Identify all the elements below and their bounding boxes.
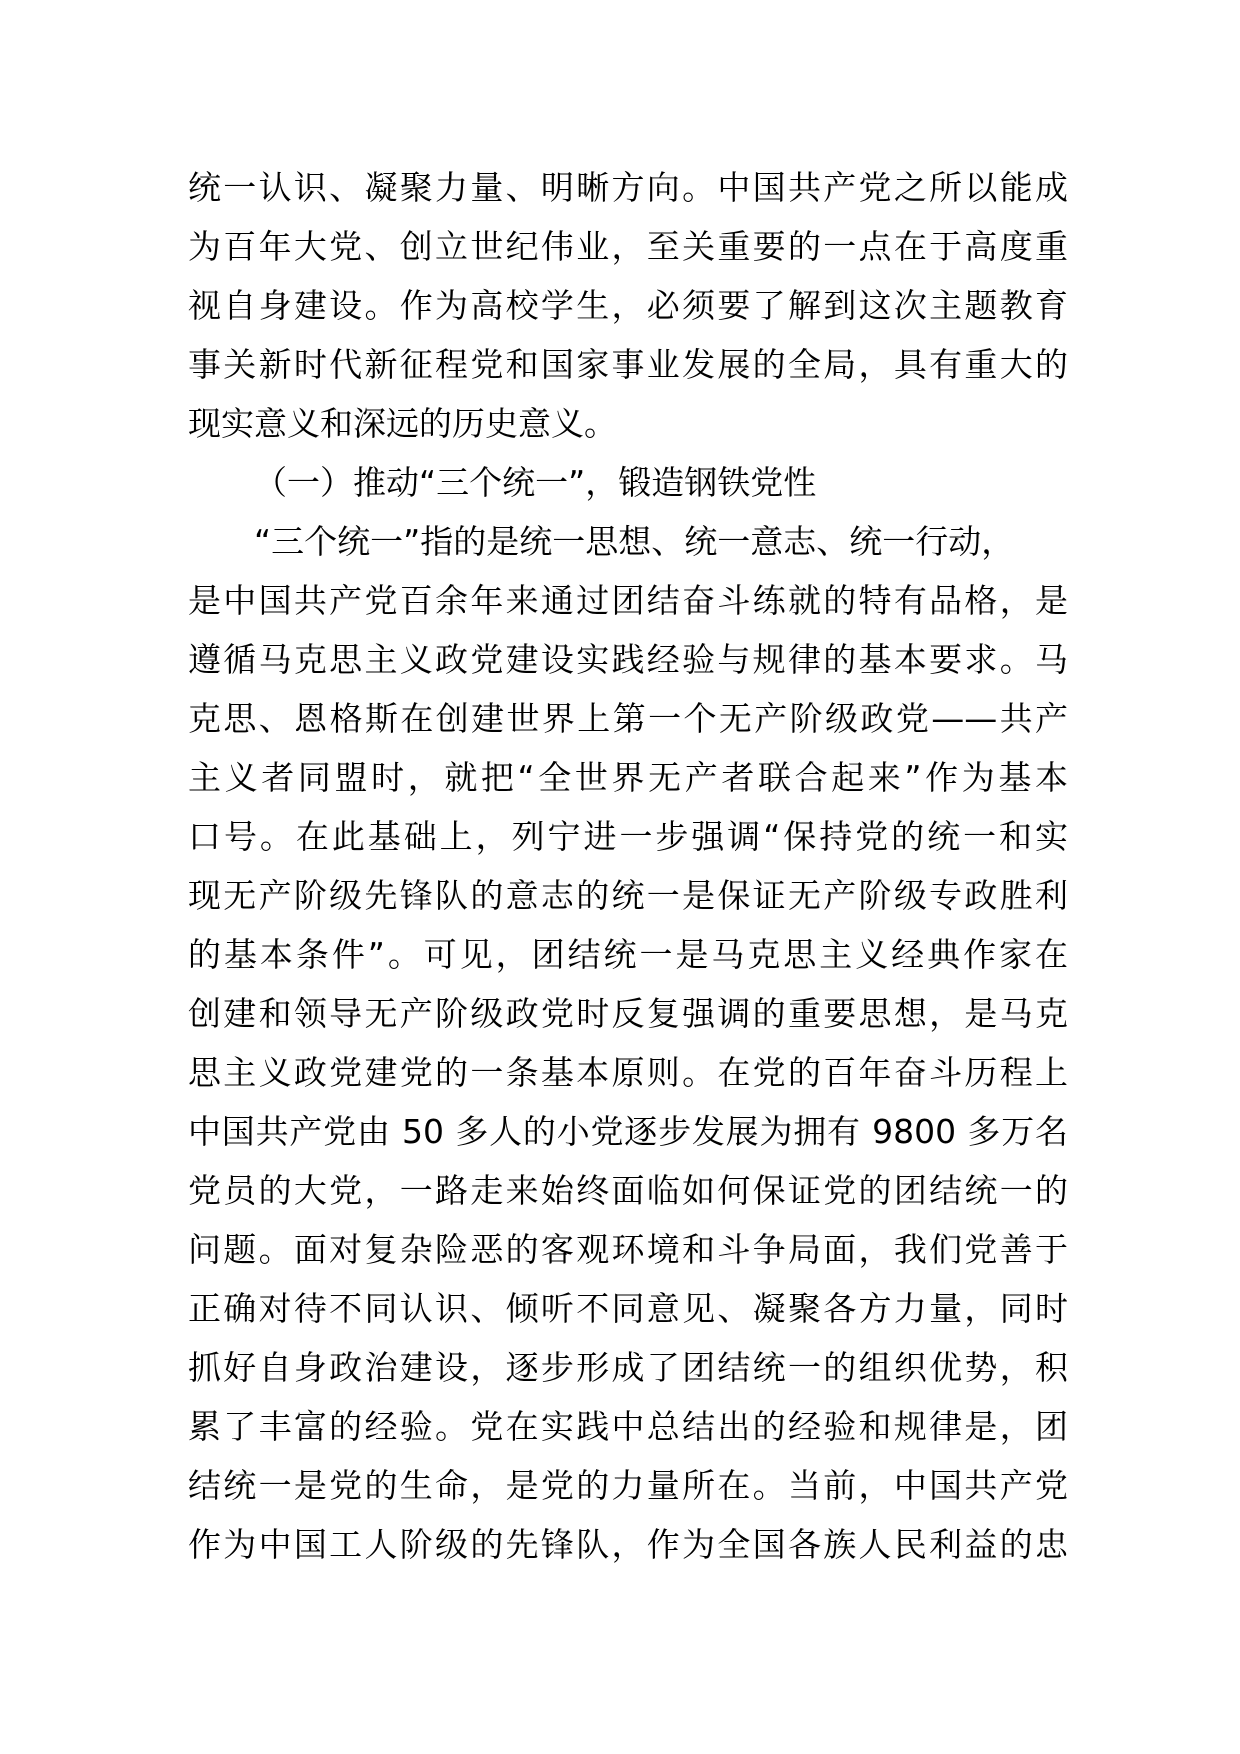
text-line: 是中国共产党百余年来通过团结奋斗练就的特有品格，是 <box>188 581 1068 620</box>
text-line: 结统一是党的生命，是党的力量所在。当前，中国共产党 <box>188 1466 1068 1505</box>
section-heading: （一）推动“三个统一”，锻造钢铁党性 <box>254 463 817 502</box>
text-line: 克思、恩格斯在创建世界上第一个无产阶级政党——共产 <box>188 699 1068 738</box>
text-line: 统一认识、凝聚力量、明晰方向。中国共产党之所以能成 <box>188 168 1068 207</box>
text-line: 视自身建设。作为高校学生，必须要了解到这次主题教育 <box>188 286 1068 325</box>
paragraph-first-line: “三个统一”指的是统一思想、统一意志、统一行动， <box>254 522 1015 561</box>
text-line: 主义者同盟时，就把“全世界无产者联合起来”作为基本 <box>188 758 1068 797</box>
text-line: 抓好自身政治建设，逐步形成了团结统一的组织优势，积 <box>188 1348 1068 1387</box>
text-line: 的基本条件”。可见，团结统一是马克思主义经典作家在 <box>188 935 1068 974</box>
text-line: 中国共产党由 50 多人的小党逐步发展为拥有 9800 多万名 <box>188 1112 1068 1151</box>
text-line: 问题。面对复杂险恶的客观环境和斗争局面，我们党善于 <box>188 1230 1068 1269</box>
body-text <box>188 158 1068 1574</box>
text-line: 事关新时代新征程党和国家事业发展的全局，具有重大的 <box>188 345 1068 384</box>
text-line: 现无产阶级先锋队的意志的统一是保证无产阶级专政胜利 <box>188 876 1068 915</box>
text-line: 作为中国工人阶级的先锋队，作为全国各族人民利益的忠 <box>188 1525 1068 1564</box>
text-line: 现实意义和深远的历史意义。 <box>188 404 617 443</box>
text-line: 为百年大党、创立世纪伟业，至关重要的一点在于高度重 <box>188 227 1068 266</box>
text-line: 遵循马克思主义政党建设实践经验与规律的基本要求。马 <box>188 640 1068 679</box>
text-line: 正确对待不同认识、倾听不同意见、凝聚各方力量，同时 <box>188 1289 1068 1328</box>
text-line: 累了丰富的经验。党在实践中总结出的经验和规律是，团 <box>188 1407 1068 1446</box>
text-line: 党员的大党，一路走来始终面临如何保证党的团结统一的 <box>188 1171 1068 1210</box>
text-line: 思主义政党建党的一条基本原则。在党的百年奋斗历程上 <box>188 1053 1068 1092</box>
text-line: 创建和领导无产阶级政党时反复强调的重要思想，是马克 <box>188 994 1068 1033</box>
text-line: 口号。在此基础上，列宁进一步强调“保持党的统一和实 <box>188 817 1068 856</box>
